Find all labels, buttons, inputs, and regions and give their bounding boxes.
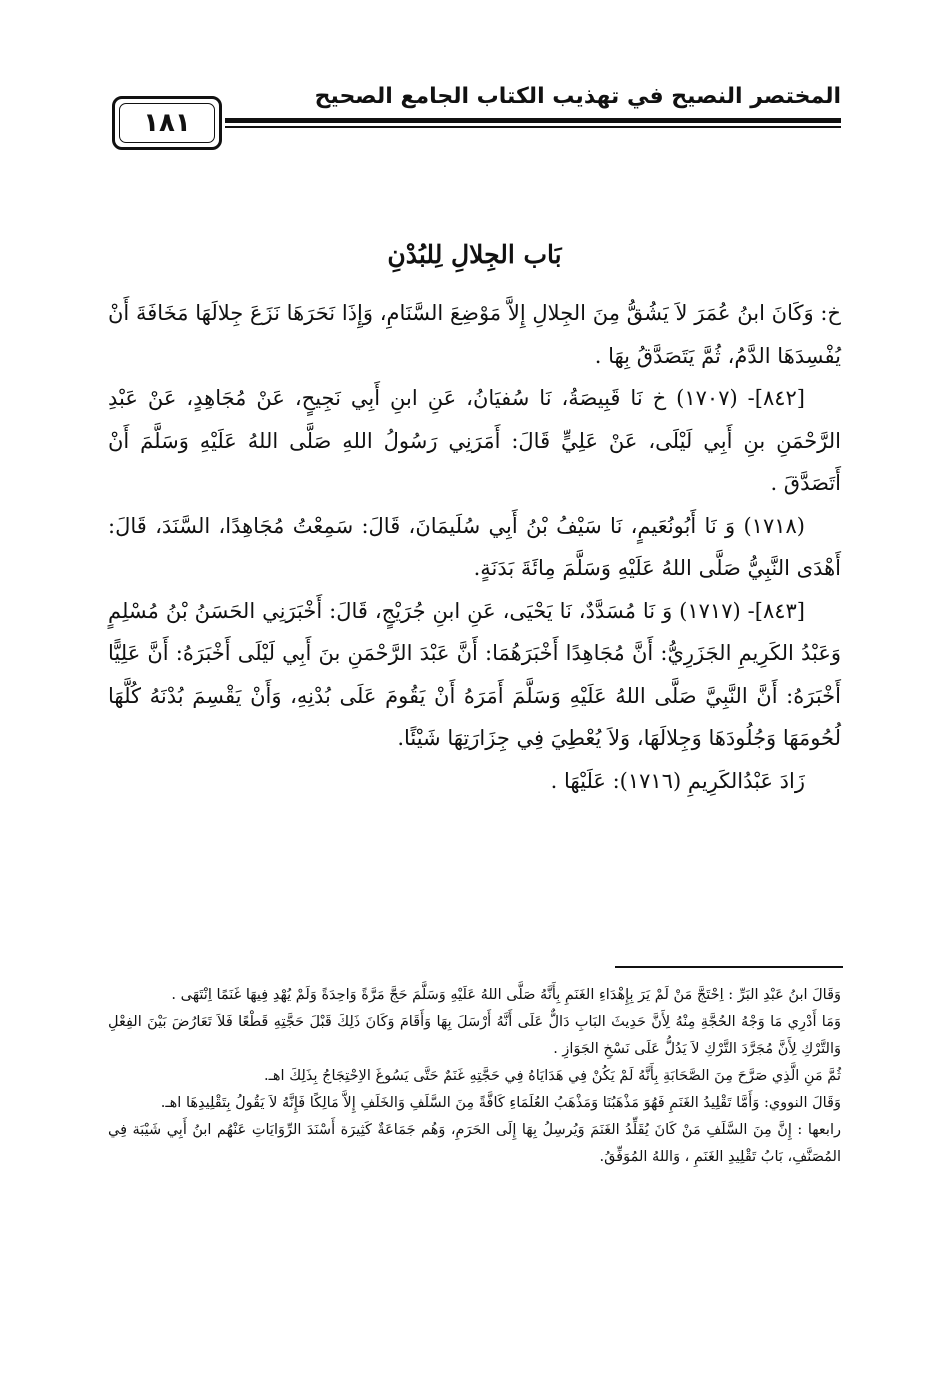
footnotes bbox=[108, 982, 841, 1171]
book-title: المختصر النصيح في تهذيب الكتاب الجامع الصحيح bbox=[314, 84, 841, 109]
footnote-5: رابعها : إِنَّ مِنَ السَّلَفِ مَنْ كَانَ يُقَلِّدُ الغَنَمَ وَيُرسِلُ بِهَا إِلَى الحَرَمِ، وَهُم جَمَاعَةٌ كَثِيرَة أَسْنَدَ الرِّوَايَاتِ عَنْهُم ابنُ أَبِي شَيْبَة فِي المُصَنَّفِ، بَابُ تَقْلِيدِ الغَنَمِ ، وَاللهُ المُوَفِّقُ. bbox=[108, 1122, 841, 1165]
header-rule-thick bbox=[225, 118, 841, 123]
footnote-3: ثُمَّ مَنِ الَّذِي صَرَّحَ مِنَ الصَّحَابَةِ بِأَنَّهُ لَمْ يَكُنْ فِي هَدَايَاهُ فِي حَجَّتِهِ غَنَمٌ حَتَّى يَسُوغَ الاِحْتِجَاجُ بِذَلِكَ اهـ. bbox=[264, 1068, 841, 1084]
main-text bbox=[108, 292, 841, 802]
paragraph-5: زَادَ عَبْدُالكَرِيمِ (١٧١٦): عَلَيْهَا . bbox=[550, 768, 805, 793]
chapter-title: بَاب الجِلالِ لِلبُدْنِ bbox=[387, 240, 562, 269]
paragraph-3: (١٧١٨) وَ نَا أَبُونُعَيمٍ، نَا سَيْفُ بْنُ أَبِي سُلَيمَانَ، قَالَ: سَمِعْتُ مُجَاهِدًا، السَّنَدَ، قَالَ: أَهْدَى النَّبِيُّ صَلَّى اللهُ عَلَيْهِ وَسَلَّمَ مِائَةَ بَدَنَةٍ. bbox=[108, 513, 841, 580]
page-number-frame bbox=[112, 96, 222, 150]
paragraph-2: [٨٤٢]- (١٧٠٧) خ نَا قَبِيصَةُ، نَا سُفيَانُ، عَنِ ابنِ أَبِي نَجِيحٍ، عَنْ مُجَاهِدٍ، عَنْ عَبْدِ الرَّحْمَنِ بنِ أَبِي لَيْلَى، عَنْ عَلِيٍّ قَالَ: أَمَرَنِي رَسُولُ اللهِ صَلَّى اللهُ عَلَيْهِ وَسَلَّمَ أَنْ أَتَصَدَّقَ . bbox=[108, 386, 841, 495]
page-number: ١٨١ bbox=[143, 108, 191, 138]
footnote-separator bbox=[615, 966, 843, 968]
footnote-4: وَقَالَ النووي: وَأَمَّا تَقْلِيدُ الغَنَمِ فَهُوَ مَذْهَبُنَا وَمَذْهَبُ العُلَمَاءِ كَافَّةً مِنَ السَّلَفِ وَالخَلَفِ إِلاَّ مَالِكًا فَإِنَّهُ لاَ يَقُولُ بِتَقْلِيدِهَا اهـ. bbox=[160, 1095, 841, 1111]
header-rule-thin bbox=[225, 126, 841, 128]
paragraph-4: [٨٤٣]- (١٧١٧) وَ نَا مُسَدَّدٌ، نَا يَحْيَى، عَنِ ابنِ جُرَيْجٍ، قَالَ: أَخْبَرَنِي الحَسَنُ بْنُ مُسْلِمٍ وَعَبْدُ الكَرِيمِ الجَزَرِيُّ: أَنَّ مُجَاهِدًا أَخْبَرَهُمَا: أَنَّ عَبْدَ الرَّحْمَنِ بنَ أَبِي لَيْلَى أَخْبَرَهُ: أَنَّ عَلِيًّا أَخْبَرَهُ: أَنَّ النَّبِيَّ صَلَّى اللهُ عَلَيْهِ وَسَلَّمَ أَمَرَهُ أَنْ يَقُومَ عَلَى بُدْنِهِ، وَأَنْ يَقْسِمَ بُدْنَهُ كُلَّهَا لُحُومَهَا وَجُلُودَهَا وَجِلالَهَا، وَلاَ يُعْطِيَ فِي جِزَارَتِهَا شَيْئًا. bbox=[108, 598, 841, 750]
footnote-1: وَقَالَ ابنُ عَبْدِ البَرِّ : اِحْتَجَّ مَنْ لَمْ يَرَ بِإِهْدَاءِ الغَنَمِ بِأَنَّهُ صَلَّى اللهُ عَلَيْهِ وَسَلَّمَ حَجَّ مَرَّةً وَاحِدَةً وَلَمْ يُهْدِ فِيهَا غَنَمًا اِنْتَهَى . bbox=[171, 987, 841, 1003]
footnote-2: وَمَا أَدْرِي مَا وَجْهُ الحُجَّةِ مِنْهُ لِأَنَّ حَدِيثَ البَابِ دَالٌّ عَلَى أَنَّهُ أَرْسَلَ بِهَا وَأَقَامَ وَكَانَ ذَلِكَ قَبْلَ حَجَّتِهِ قَطْعًا فَلاَ تَعَارُضَ بَيْنَ الفِعْلِ وَالتَّرْكِ لِأَنَّ مُجَرَّدَ التَّرْكِ لاَ يَدُلُّ عَلَى نَسْخِ الجَوَازِ . bbox=[108, 1014, 841, 1057]
paragraph-1: خ: وَكَانَ ابنُ عُمَرَ لاَ يَشُقُّ مِنَ الجِلالِ إِلاَّ مَوْضِعَ السَّنَامِ، وَإِذَا نَحَرَهَا نَزَعَ جِلالَهَا مَخَافَةَ أَنْ يُفْسِدَهَا الدَّمُ، ثُمَّ يَتَصَدَّقُ بِهَا . bbox=[108, 301, 841, 368]
